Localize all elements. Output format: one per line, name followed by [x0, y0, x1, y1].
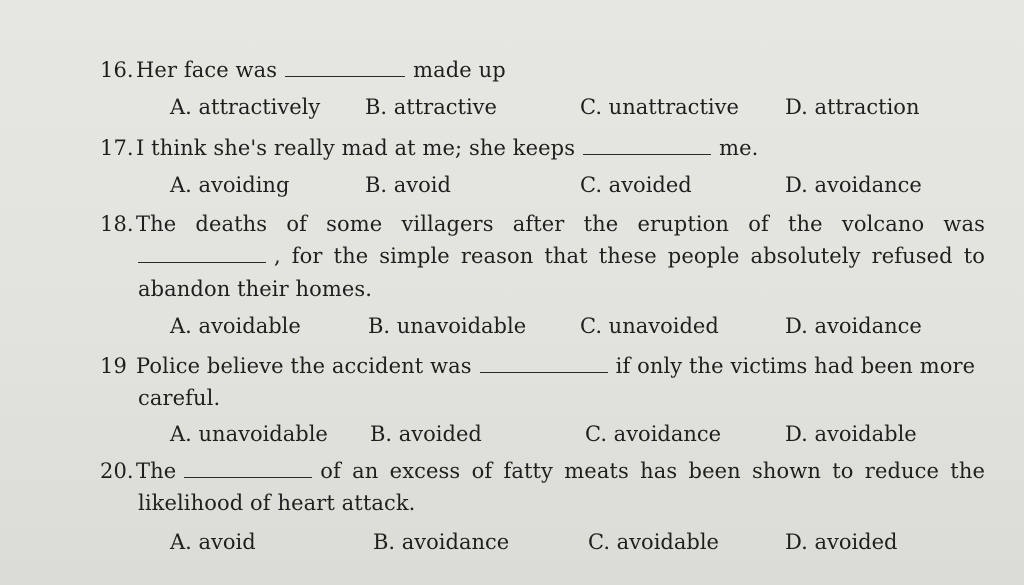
options-19	[170, 419, 950, 449]
option-b: B. avoided	[370, 422, 482, 446]
option-a: A. avoidable	[170, 314, 301, 338]
question-16	[100, 54, 985, 86]
question-number: 17.	[100, 136, 134, 160]
answer-blank	[480, 354, 608, 373]
question-stem-after: me.	[719, 136, 759, 160]
question-number: 20.	[100, 459, 134, 483]
option-d: D. avoided	[785, 530, 898, 554]
option-d: D. avoidance	[785, 173, 922, 197]
question-stem-line-2: careful.	[138, 386, 221, 410]
option-a: A. attractively	[170, 95, 321, 119]
question-20-line-1	[100, 455, 985, 487]
options-17	[170, 170, 950, 200]
answer-blank	[138, 244, 266, 263]
option-b: B. avoidance	[373, 530, 510, 554]
question-stem-before: The	[136, 459, 177, 483]
question-17	[100, 132, 985, 164]
question-number: 19	[100, 354, 127, 378]
option-d: D. attraction	[785, 95, 920, 119]
question-stem-line-3: abandon their homes.	[138, 277, 373, 301]
option-c: C. avoidable	[588, 530, 719, 554]
answer-blank	[184, 459, 312, 478]
option-a: A. avoid	[170, 530, 256, 554]
option-d: D. avoidable	[785, 422, 917, 446]
question-18-line-1	[100, 208, 985, 240]
question-stem-before: Police believe the accident was	[136, 354, 472, 378]
options-18	[170, 311, 950, 341]
question-stem-after: of an excess of fatty meats has been shown to reduce the	[320, 459, 985, 483]
question-18-line-3	[100, 273, 1023, 305]
question-stem-line-2: likelihood of heart attack.	[138, 491, 416, 515]
option-a: A. unavoidable	[170, 422, 328, 446]
question-20-line-2	[100, 487, 1023, 519]
options-16	[170, 92, 950, 122]
option-c: C. avoidance	[585, 422, 722, 446]
answer-blank	[583, 136, 711, 155]
option-c: C. unattractive	[580, 95, 739, 119]
question-stem-line-1: The deaths of some villagers after the eruption of the volcano was	[136, 212, 985, 236]
answer-blank	[285, 58, 405, 77]
option-b: B. unavoidable	[368, 314, 527, 338]
option-d: D. avoidance	[785, 314, 922, 338]
question-stem-line-2: , for the simple reason that these people absolutely refused to	[274, 244, 985, 268]
question-stem-before: I think she's really mad at me; she keeps	[136, 136, 576, 160]
question-stem-after: if only the victims had been more	[615, 354, 976, 378]
question-stem-after: made up	[413, 58, 506, 82]
options-20	[170, 527, 950, 557]
question-18-line-2	[100, 240, 985, 272]
option-c: C. unavoided	[580, 314, 719, 338]
option-c: C. avoided	[580, 173, 692, 197]
question-stem-before: Her face was	[136, 58, 278, 82]
option-a: A. avoiding	[170, 173, 290, 197]
question-19-line-2	[100, 382, 1023, 414]
option-b: B. avoid	[365, 173, 451, 197]
option-b: B. attractive	[365, 95, 497, 119]
question-number: 18.	[100, 212, 134, 236]
question-19-line-1	[100, 350, 985, 382]
question-number: 16.	[100, 58, 134, 82]
